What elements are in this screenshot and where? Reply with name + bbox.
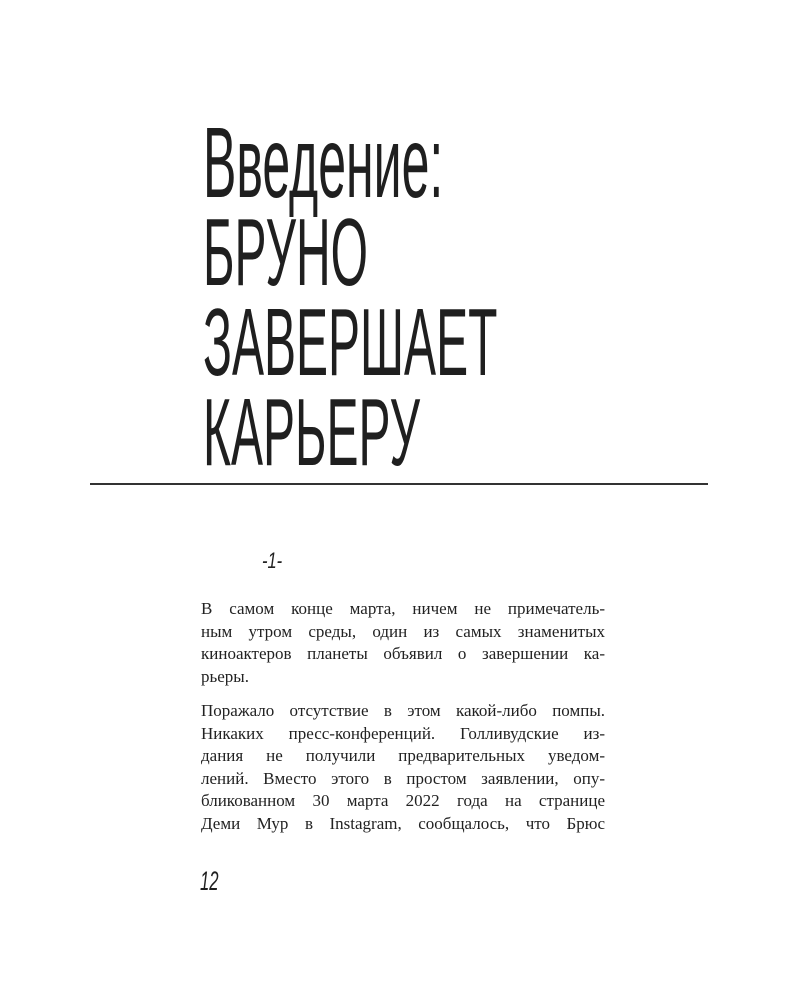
paragraph-1: [201, 598, 605, 688]
paragraph-2-line: Поражало отсутствие в этом какой-либо помпы.: [201, 701, 605, 720]
body-text: [201, 598, 605, 847]
chapter-title-line-3: ЗАВЕРШАЕТ: [203, 289, 498, 396]
section-number: -1-: [262, 548, 283, 573]
paragraph-2-line: дания не получили предварительных уведом-: [201, 746, 605, 765]
chapter-title: [203, 118, 723, 498]
paragraph-2: [201, 700, 605, 835]
paragraph-2-line: бликованном 30 марта 2022 года на странице: [201, 791, 605, 810]
title-divider-rule: [90, 483, 708, 485]
chapter-title-line-4: КАРЬЕРУ: [203, 379, 420, 486]
paragraph-1-line: В самом конце марта, ничем не примечатель-: [201, 599, 605, 618]
page-number: 12: [200, 866, 219, 896]
paragraph-1-line: киноактеров планеты объявил о завершении ка-: [201, 644, 605, 663]
paragraph-2-line: лений. Вместо этого в простом заявлении, опу-: [201, 768, 605, 788]
paragraph-2-line: Никаких пресс-конференций. Голливудские из-: [201, 723, 605, 743]
paragraph-1-line: рьеры.: [201, 666, 249, 686]
paragraph-1-line: ным утром среды, один из самых знаменитых: [201, 621, 605, 641]
paragraph-2-line: Деми Мур в Instagram, сообщалось, что Брюс: [201, 813, 605, 833]
chapter-title-line-1: Введение:: [203, 118, 444, 219]
chapter-title-line-2: БРУНО: [203, 199, 368, 306]
